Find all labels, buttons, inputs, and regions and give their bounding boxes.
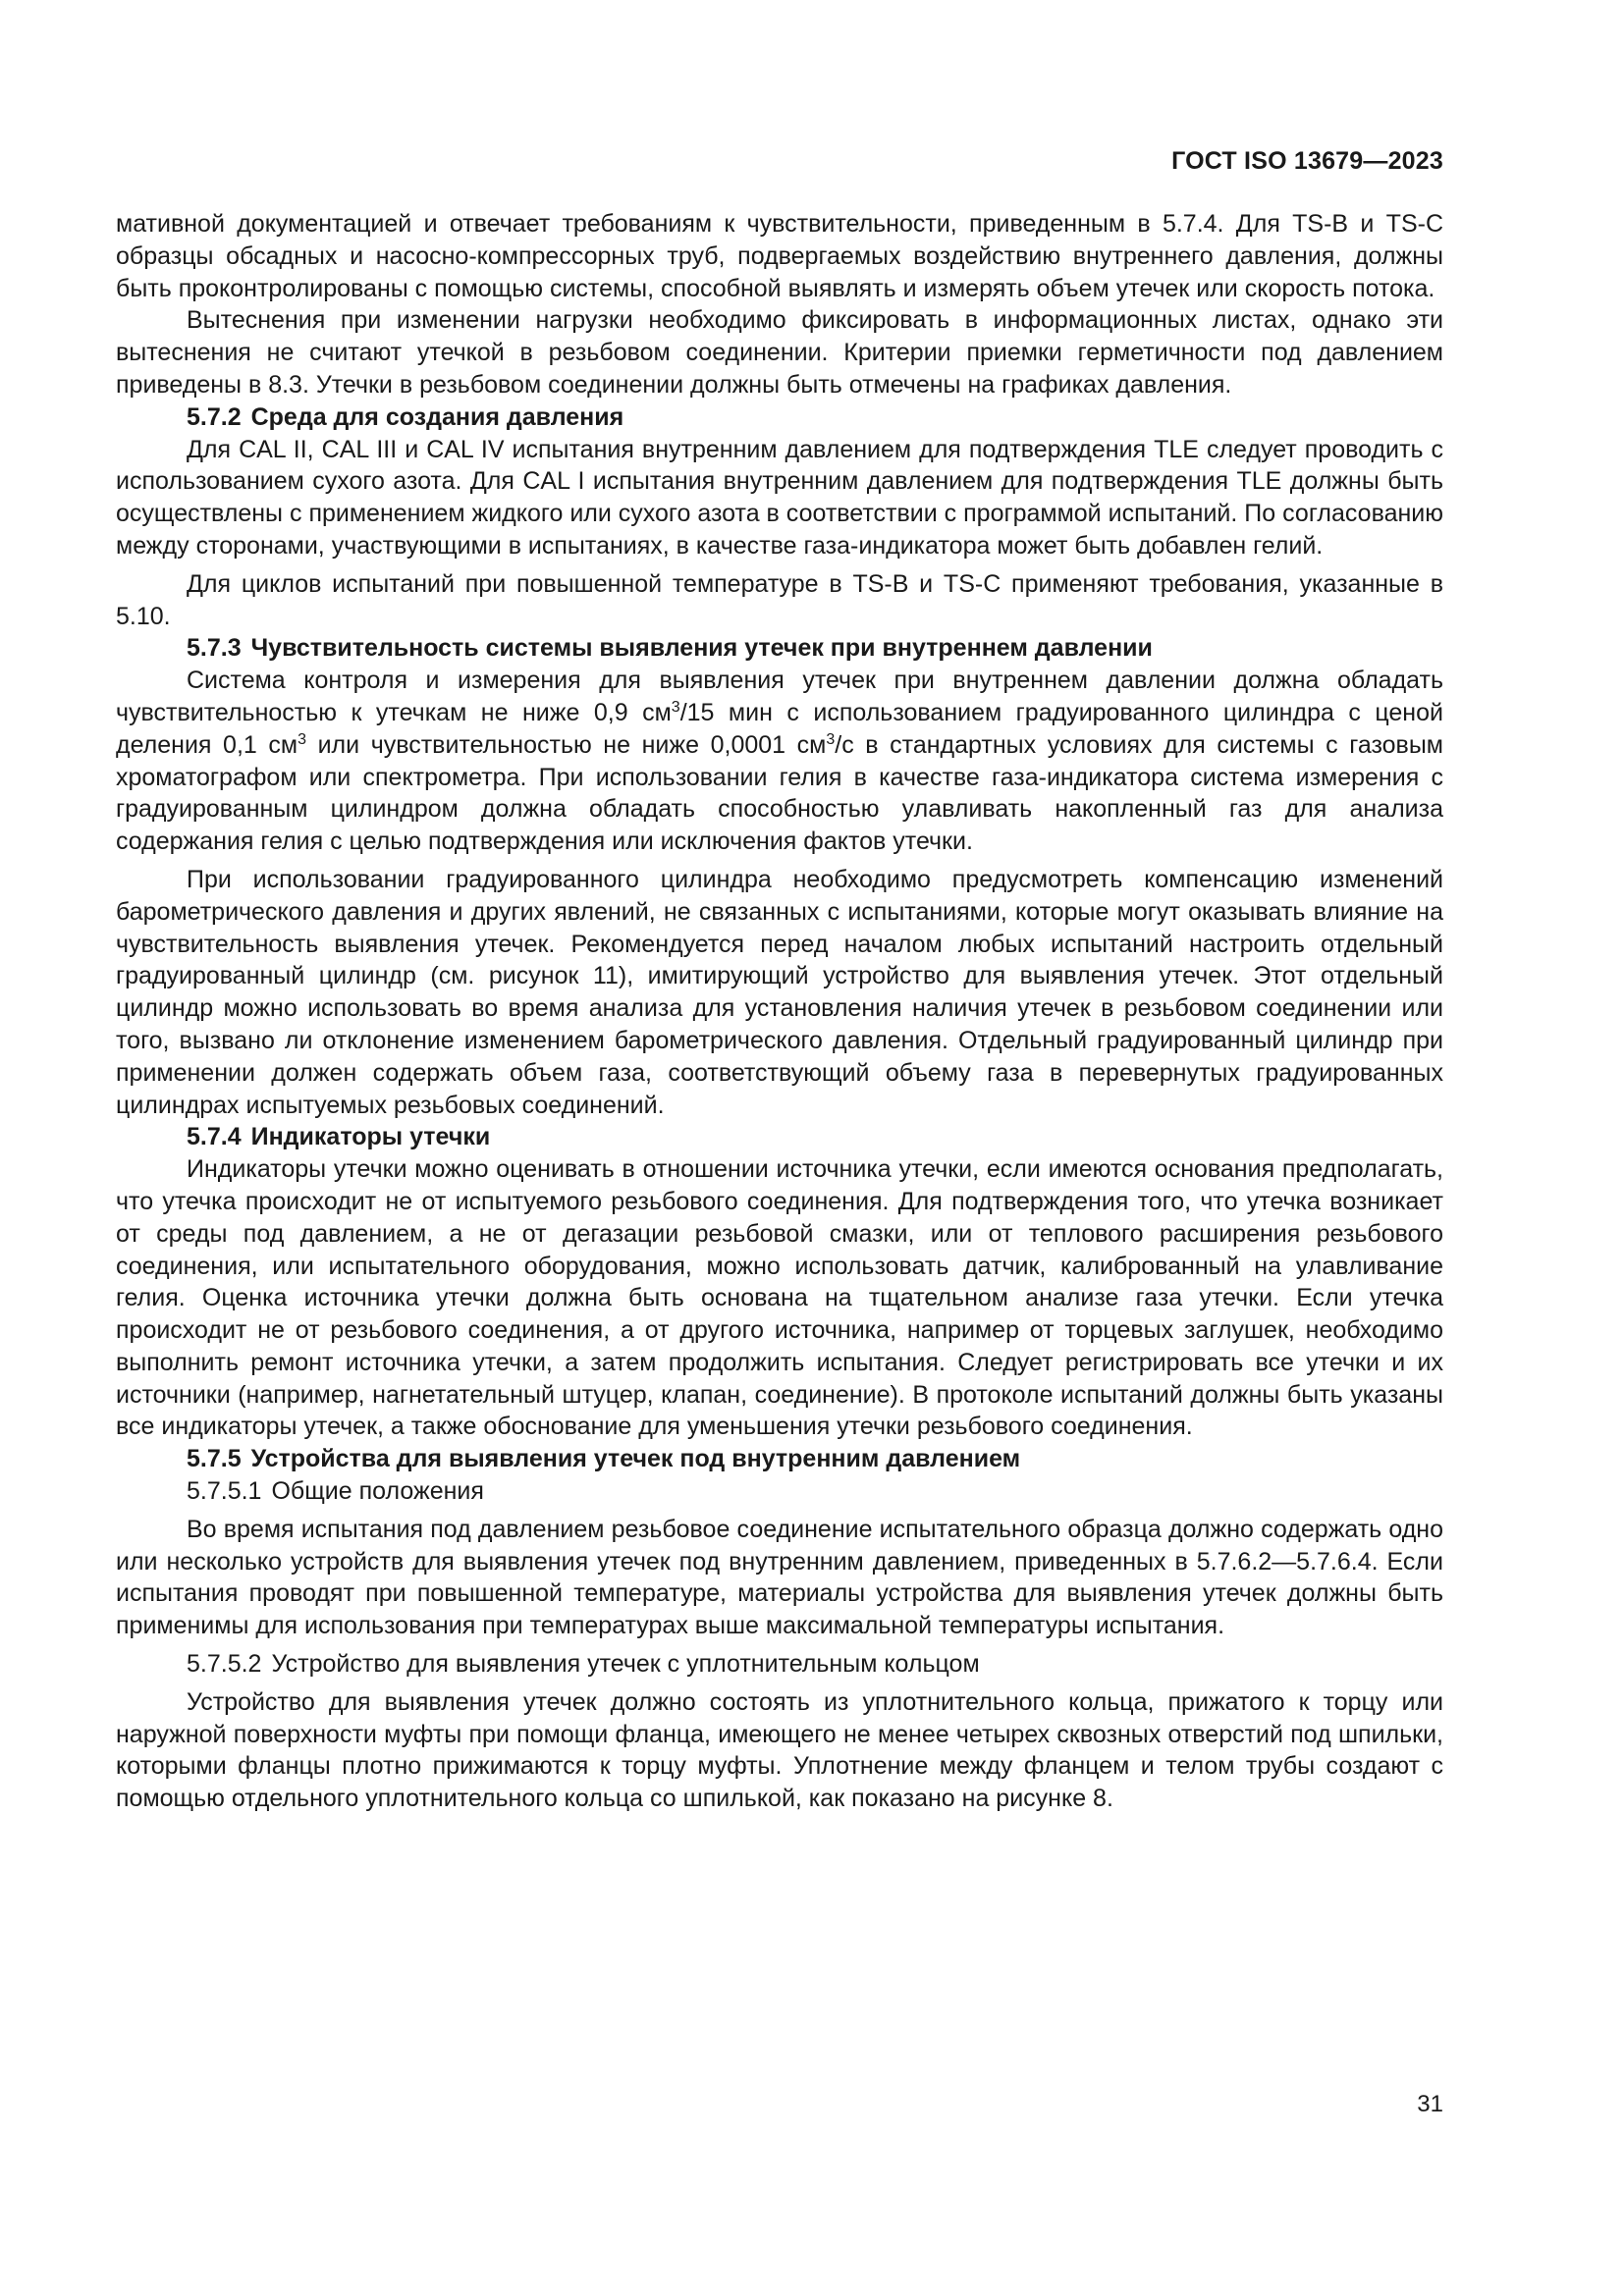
section-heading-5-7-2 [116,401,1443,434]
text-run: /15 мин с использованием градуированного цилиндра с ценой деления 0,1 см [116,698,1443,759]
paragraph [116,665,1443,858]
paragraph: Во время испытания под давлением резьбовое соединение испытательного образца должно содержать одно или несколько устройств для выявления утечек под внутренним давлением, приведенных в 5.7.6.2—5.7.6.4. Если испытания проводят при повышенной температуре, материалы устройства для выявления утечек должны быть применимы для использования при температурах выше максимальной температуры испытания. [116,1515,1443,1640]
paragraph: Устройство для выявления утечек должно состоять из уплотнительного кольца, прижатого к торцу или наружной поверхности муфты при помощи фланца, имеющего не менее четырех сквозных отверстий под шпильки, которыми фланцы плотно прижимаются к торцу муфты. Уплотнение между фланцем и телом трубы создают с помощью отдельного уплотнительного кольца со шпилькой, как показано на рисунке 8. [116,1687,1443,1813]
section-number: 5.7.2 [187,402,242,431]
superscript: 3 [671,698,680,716]
document-code: ГОСТ ISO 13679—2023 [1171,147,1443,175]
section-heading-5-7-5 [116,1443,1443,1475]
paragraph: мативной документацией и отвечает требованиям к чувствительности, приведенным в 5.7.4. Для TS-B и TS-C образцы обсадных и насосно-компрессорных труб, подвергаемых воздействию внутреннего давления, должны быть проконтролированы с помощью системы, способной выявлять и измерять объем утечек или скорость потока. [116,210,1443,302]
section-number: 5.7.5 [187,1445,242,1473]
section-title: Среда для создания давления [250,402,624,431]
text-run: или чувствительностью не ниже 0,0001 см [306,730,827,759]
paragraph: Для циклов испытаний при повышенной температуре в TS-B и TS-C применяют требования, указанные в 5.10. [116,569,1443,630]
page-number: 31 [1417,2091,1443,2117]
section-number: 5.7.5.2 [187,1650,262,1679]
section-title: Общие положения [271,1477,484,1506]
section-heading-5-7-3 [116,632,1443,665]
section-number: 5.7.4 [187,1123,242,1151]
section-title: Индикаторы утечки [250,1123,491,1151]
paragraph: Вытеснения при изменении нагрузки необходимо фиксировать в информационных листах, однако эти вытеснения не считают утечкой в резьбовом соединении. Критерии приемки герметичности под давлением приведены в 8.3. Утечки в резьбовом соединении должны быть отмечены на графиках давления. [116,306,1443,399]
section-title: Устройства для выявления утечек под внутренним давлением [250,1445,1021,1473]
text-run: Система контроля и измерения для выявления утечек при внутреннем давлении должна обладать чувствительностью к утечкам не ниже 0,9 см [116,667,1443,726]
section-number: 5.7.5.1 [187,1477,262,1506]
subsection-heading-5-7-5-1 [116,1475,1443,1508]
section-heading-5-7-4 [116,1121,1443,1153]
superscript: 3 [298,730,306,748]
paragraph: Индикаторы утечки можно оценивать в отношении источника утечки, если имеются основания предполагать, что утечка происходит не от испытуемого резьбового соединения. Для подтверждения того, что утечка возникает от среды под давлением, а не от дегазации резьбовой смазки, или от теплового расширения резьбового соединения, или испытательного оборудования, можно использовать датчик, калиброванный на улавливание гелия. Оценка источника утечки должна быть основана на тщательном анализе газа утечки. Если утечка происходит не от резьбового соединения, а от другого источника, например от торцевых заглушек, необходимо выполнить ремонт источника утечки, а затем продолжить испытания. Следует регистрировать все утечки и их источники (например, нагнетательный штуцер, клапан, соединение). В протоколе испытаний должны быть указаны все индикаторы утечек, а также обоснование для уменьшения утечки резьбового соединения. [116,1155,1443,1441]
paragraph: Для CAL II, CAL III и CAL IV испытания внутренним давлением для подтверждения TLE следует проводить с использованием сухого азота. Для CAL I испытания внутренним давлением для подтверждения TLE должны быть осуществлены с применением жидкого или сухого азота в соответствии с программой испытаний. По согласованию между сторонами, участвующими в испытаниях, в качестве газа-индикатора может быть добавлен гелий. [116,435,1443,560]
section-number: 5.7.3 [187,634,242,663]
page-content [116,208,1443,1815]
section-title: Устройство для выявления утечек с уплотнительным кольцом [271,1650,980,1679]
paragraph: При использовании градуированного цилиндра необходимо предусмотреть компенсацию изменений барометрического давления и других явлений, не связанных с испытаниями, которые могут оказывать влияние на чувствительность выявления утечек. Рекомендуется перед началом любых испытаний настроить отдельный градуированный цилиндр (см. рисунок 11), имитирующий устройство для выявления утечек. Этот отдельный цилиндр можно использовать во время анализа для установления наличия утечек в резьбовом соединении или того, вызвано ли отклонение изменением барометрического давления. Отдельный градуированный цилиндр при применении должен содержать объем газа, соответствующий объему газа в перевернутых градуированных цилиндрах испытуемых резьбовых соединений. [116,865,1443,1119]
text-run: /с в стандартных условиях для системы с газовым хроматографом или спектрометра. При использовании гелия в качестве газа-индикатора система измерения с градуированным цилиндром должна обладать способностью улавливать накопленный газ для анализа содержания гелия с целью подтверждения или исключения фактов утечки. [116,730,1443,856]
section-title: Чувствительность системы выявления утечек при внутреннем давлении [250,634,1153,663]
subsection-heading-5-7-5-2 [116,1648,1443,1681]
superscript: 3 [826,730,836,748]
